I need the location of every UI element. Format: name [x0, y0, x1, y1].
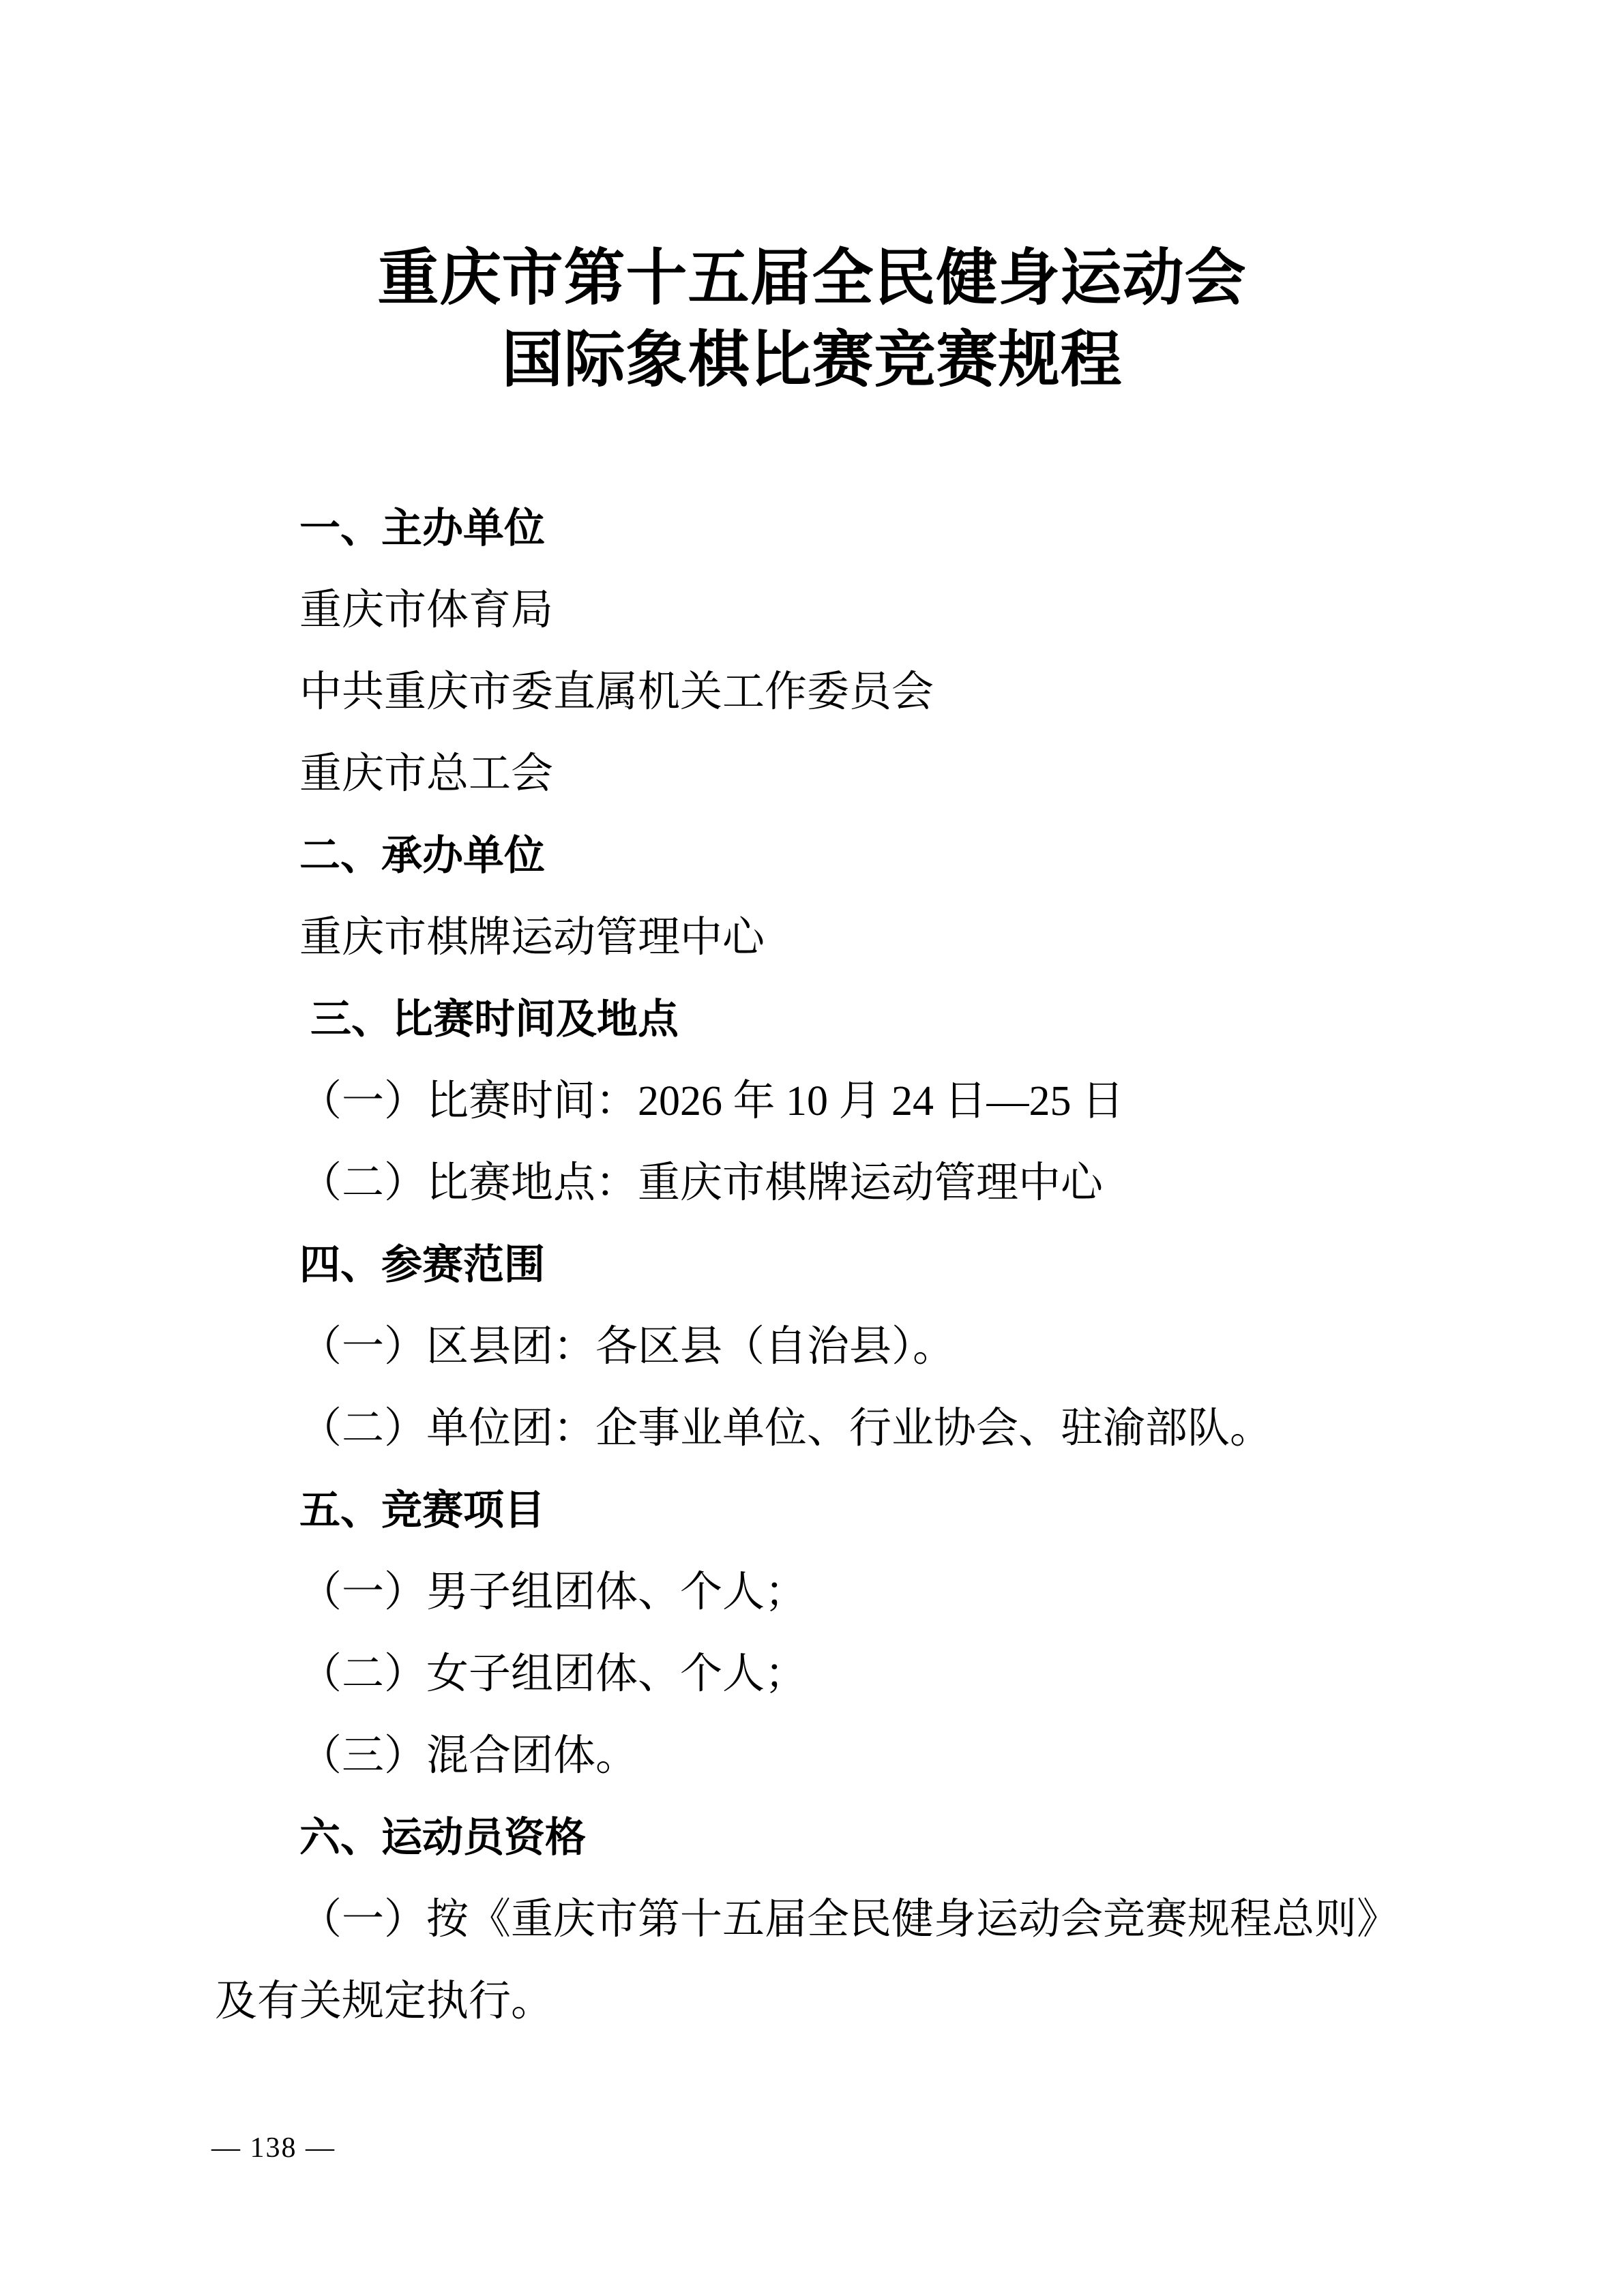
document-title	[0, 238, 1624, 402]
document-body	[215, 488, 1436, 2042]
heading-athlete-eligibility: 六、运动员资格	[299, 1815, 586, 1860]
heading-organizing-unit: 二、承办单位	[299, 833, 545, 878]
competition-venue-line: （二）比赛地点：重庆市棋牌运动管理中心	[299, 1160, 1104, 1206]
event-mixed-line: （三）混合团体。	[299, 1733, 638, 1779]
eligibility-rule-continuation: 及有关规定执行。	[215, 1978, 554, 2025]
heading-participation-scope: 四、参赛范围	[299, 1242, 545, 1287]
heading-time-and-venue: 三、比赛时间及地点	[310, 996, 679, 1042]
eligibility-rule-line: （一）按《重庆市第十五届全民健身运动会竞赛规程总则》	[299, 1896, 1400, 1943]
host-unit-item: 重庆市总工会	[299, 751, 554, 797]
scope-unit-teams-line: （二）单位团：企事业单位、行业协会、驻渝部队。	[299, 1405, 1273, 1452]
title-line-2: 国际象棋比赛竞赛规程	[501, 327, 1123, 394]
host-unit-item: 中共重庆市委直属机关工作委员会	[299, 669, 934, 715]
heading-host-units: 一、主办单位	[299, 505, 545, 551]
event-women-line: （二）女子组团体、个人；	[299, 1651, 808, 1697]
event-men-line: （一）男子组团体、个人；	[299, 1569, 808, 1615]
title-line-1: 重庆市第十五届全民健身运动会	[377, 245, 1247, 312]
scope-district-teams-line: （一）区县团：各区县（自治县）。	[299, 1324, 956, 1370]
page-number: — 138 —	[211, 2132, 336, 2164]
competition-time-line: （一）比赛时间：2026 年 10 月 24 日—25 日	[299, 1078, 1125, 1124]
heading-events: 五、竞赛项目	[299, 1487, 545, 1533]
host-unit-item: 重庆市体育局	[299, 587, 554, 633]
organizing-unit-item: 重庆市棋牌运动管理中心	[299, 914, 765, 961]
